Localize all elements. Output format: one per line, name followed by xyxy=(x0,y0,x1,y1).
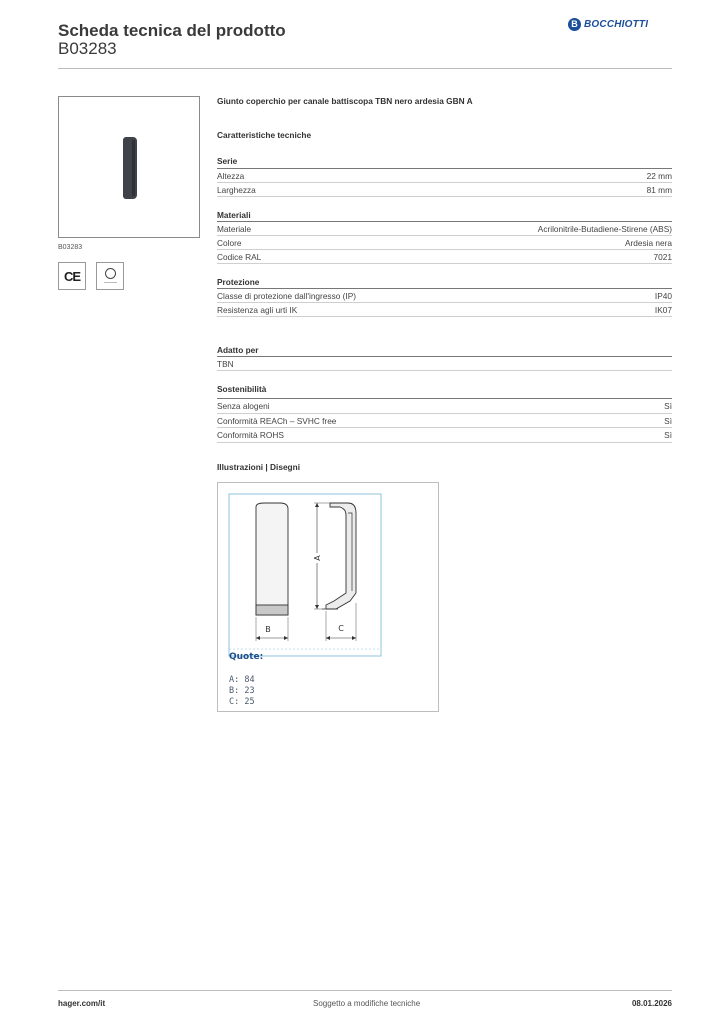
row-divider xyxy=(217,182,672,183)
brand-name: BOCCHIOTTI xyxy=(584,18,649,30)
row-divider xyxy=(217,413,672,414)
spec-value: Sì xyxy=(664,401,672,411)
group-divider xyxy=(217,221,672,222)
group-title-serie: Serie xyxy=(217,156,238,166)
spec-label: Resistenza agli urti IK xyxy=(217,305,298,315)
spec-label: Conformità ROHS xyxy=(217,430,284,440)
row-divider xyxy=(217,316,672,317)
spec-label: Codice RAL xyxy=(217,252,262,262)
group-title-sostenibilita: Sostenibilità xyxy=(217,384,267,394)
dim-label-c: C xyxy=(338,624,344,633)
footer-website-link[interactable]: hager.com/it xyxy=(58,999,106,1008)
header-divider xyxy=(58,68,672,69)
spec-value: IK07 xyxy=(654,305,672,315)
section-title: Caratteristiche tecniche xyxy=(217,130,312,140)
spec-label: Classe di protezione dall'ingresso (IP) xyxy=(217,291,357,301)
product-image xyxy=(123,137,137,199)
row-divider xyxy=(217,442,672,443)
drawing-title: Illustrazioni | Disegni xyxy=(217,462,300,472)
spec-value: IP40 xyxy=(654,291,672,301)
product-code: B03283 xyxy=(58,39,117,58)
spec-value: Ardesia nera xyxy=(624,238,672,248)
dim-label-a: A xyxy=(313,555,322,561)
spec-label: Senza alogeni xyxy=(217,401,270,411)
spec-value: Sì xyxy=(664,430,672,440)
footer-date: 08.01.2026 xyxy=(631,999,672,1008)
spec-value: 81 mm xyxy=(646,185,672,195)
group-divider xyxy=(217,168,672,169)
spec-label: Altezza xyxy=(217,171,245,181)
product-photo xyxy=(58,96,200,238)
row-divider xyxy=(217,263,672,264)
certification-seal-icon xyxy=(96,262,124,290)
row-divider xyxy=(217,302,672,303)
quotes-title: Quote: xyxy=(229,652,264,662)
page-title: Scheda tecnica del prodotto xyxy=(58,21,286,40)
brand-logo[interactable] xyxy=(568,16,648,32)
spec-label: TBN xyxy=(217,359,234,369)
photo-caption: B03283 xyxy=(58,244,83,251)
dim-label-b: B xyxy=(265,625,271,634)
footer-disclaimer: Soggetto a modifiche tecniche xyxy=(313,999,421,1008)
group-divider xyxy=(217,288,672,289)
row-divider xyxy=(217,249,672,250)
spec-value: Sì xyxy=(664,416,672,426)
quote-line: B: 23 xyxy=(229,686,255,696)
spec-label: Materiale xyxy=(217,224,252,234)
group-title-adatto: Adatto per xyxy=(217,345,259,355)
group-title-protezione: Protezione xyxy=(217,277,260,287)
ce-mark-icon: CE xyxy=(58,262,86,290)
group-divider xyxy=(217,398,672,399)
row-divider xyxy=(217,235,672,236)
brand-mark-icon: B xyxy=(568,18,581,31)
product-name: Giunto coperchio per canale battiscopa TBN nero ardesia GBN A xyxy=(217,96,473,106)
footer-divider xyxy=(58,990,672,991)
quote-line: C: 25 xyxy=(229,697,255,707)
row-divider xyxy=(217,370,672,371)
spec-value: 22 mm xyxy=(646,171,672,181)
spec-label: Colore xyxy=(217,238,242,248)
row-divider xyxy=(217,196,672,197)
quote-line: A: 84 xyxy=(229,675,255,685)
group-divider xyxy=(217,356,672,357)
spec-label: Larghezza xyxy=(217,185,256,195)
spec-value: 7021 xyxy=(653,252,672,262)
spec-value: Acrilonitrile-Butadiene-Stirene (ABS) xyxy=(537,224,672,234)
row-divider xyxy=(217,427,672,428)
spec-label: Conformità REACh – SVHC free xyxy=(217,416,337,426)
group-title-materiali: Materiali xyxy=(217,210,251,220)
